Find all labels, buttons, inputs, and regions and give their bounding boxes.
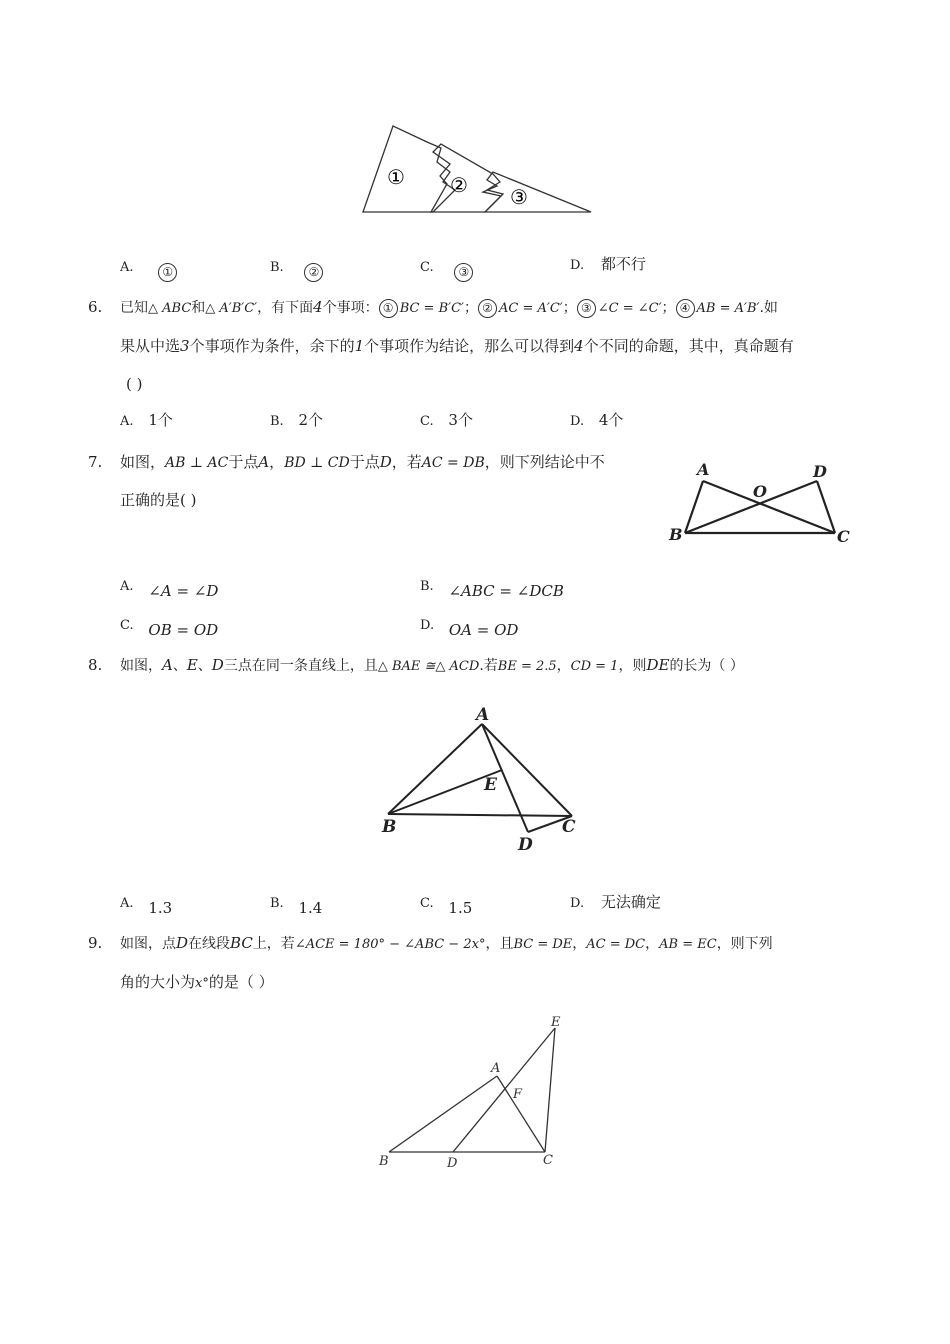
option-number: 1 bbox=[148, 411, 158, 429]
q7-option-d[interactable] bbox=[420, 614, 519, 639]
q8-be-value: BE = 2.5 bbox=[497, 659, 557, 674]
q6-number-3: 3 bbox=[180, 337, 190, 355]
option-value: 无法确定 bbox=[600, 893, 661, 911]
q8-point: D bbox=[211, 656, 224, 674]
q9-text: ， bbox=[572, 936, 587, 952]
q6-triangle-abc: △ ABC bbox=[148, 301, 192, 316]
q8-congruence: △ BAE ≅△ ACD bbox=[377, 659, 480, 674]
piece-3-label: ③ bbox=[510, 185, 528, 209]
segment-ab bbox=[389, 1076, 497, 1152]
q8-sep: 、 bbox=[197, 658, 212, 674]
point-e-label: E bbox=[484, 775, 497, 795]
q6-item-2: AC = A′C′ bbox=[499, 301, 563, 316]
q6-item-3: ∠C = ∠C′ bbox=[597, 301, 662, 316]
option-letter: A. bbox=[120, 896, 134, 911]
q6-option-c[interactable] bbox=[420, 410, 473, 432]
segment-dc bbox=[817, 481, 835, 533]
q7-condition-2: BD ⊥ CD bbox=[284, 455, 350, 471]
q7-condition-3: AC = DB bbox=[421, 455, 485, 471]
q6-number-1: 1 bbox=[354, 337, 365, 355]
q9-angle-condition: ∠ACE = 180° − ∠ABC − 2x° bbox=[294, 937, 486, 952]
q8-text: 三点在同一条直线上，且 bbox=[223, 658, 378, 674]
point-a-label: A bbox=[697, 460, 710, 479]
option-unit: 个 bbox=[157, 411, 173, 429]
option-letter: A. bbox=[120, 414, 134, 429]
q7-text: 如图， bbox=[120, 453, 166, 471]
q8-text: ，则 bbox=[618, 658, 647, 674]
option-value: OA = OD bbox=[448, 621, 519, 639]
option-unit: 个 bbox=[308, 411, 324, 429]
q8-option-c[interactable] bbox=[420, 892, 473, 917]
point-b-label: B bbox=[379, 1154, 389, 1169]
option-value: 都不行 bbox=[600, 255, 646, 273]
q5-option-c[interactable] bbox=[420, 256, 475, 278]
option-value: ③ bbox=[454, 263, 473, 282]
q9-segment-bc: BC bbox=[230, 934, 253, 952]
option-value: ① bbox=[158, 263, 177, 282]
point-f-label: F bbox=[513, 1087, 523, 1102]
point-a-label: A bbox=[476, 705, 490, 725]
q8-option-b[interactable] bbox=[270, 892, 323, 917]
q9-text: 如图，点 bbox=[120, 936, 176, 952]
option-number: 2 bbox=[298, 411, 309, 429]
q6-text: 果从中选 bbox=[120, 337, 181, 355]
q9-condition-3: AB = EC bbox=[659, 937, 717, 952]
q6-text: .如 bbox=[759, 300, 778, 316]
option-letter: C. bbox=[420, 414, 434, 429]
q6-line-1 bbox=[120, 297, 778, 319]
q6-option-d[interactable] bbox=[570, 410, 623, 432]
q9-x-degree: x° bbox=[195, 976, 209, 991]
q6-text: ，有下面 bbox=[257, 300, 314, 316]
q8-text: 如图， bbox=[120, 658, 162, 674]
segment-ab bbox=[388, 724, 482, 814]
option-letter: B. bbox=[270, 896, 284, 911]
point-d-label: D bbox=[813, 462, 827, 481]
q8-cd-value: CD = 1 bbox=[570, 659, 619, 674]
q8-point: A bbox=[162, 656, 173, 674]
option-letter: C. bbox=[420, 260, 434, 275]
q7-option-b[interactable] bbox=[420, 575, 564, 600]
q6-sep: ； bbox=[562, 300, 577, 316]
option-value: 1.4 bbox=[298, 899, 323, 917]
q6-number: 6. bbox=[88, 298, 103, 316]
q9-line-2 bbox=[120, 972, 274, 994]
q6-option-b[interactable] bbox=[270, 410, 323, 432]
q7-point: A bbox=[258, 453, 270, 471]
broken-triangle-figure bbox=[355, 120, 600, 220]
q5-option-d[interactable] bbox=[570, 254, 646, 276]
point-o-label: O bbox=[753, 482, 767, 501]
q6-sep: ； bbox=[464, 300, 478, 316]
q6-triangle-abc-prime: △ A′B′C′ bbox=[205, 301, 258, 316]
q8-number: 8. bbox=[88, 656, 103, 674]
q7-option-c[interactable] bbox=[120, 614, 219, 639]
option-letter: D. bbox=[420, 618, 435, 633]
q7-text: 于点 bbox=[349, 453, 380, 471]
q6-item-1: BC = B′C′ bbox=[399, 301, 464, 316]
q7-text: ，则下列结论中不 bbox=[484, 453, 605, 471]
point-b-label: B bbox=[382, 817, 397, 837]
piece-1-label: ① bbox=[387, 165, 405, 189]
option-unit: 个 bbox=[457, 411, 473, 429]
q7-text: 于点 bbox=[228, 453, 259, 471]
q5-option-a[interactable] bbox=[120, 256, 179, 278]
point-c-label: C bbox=[562, 817, 576, 837]
q8-point: E bbox=[186, 656, 198, 674]
point-e-label: E bbox=[551, 1015, 561, 1030]
segment-de bbox=[453, 1028, 555, 1152]
q9-condition-1: BC = DE bbox=[513, 937, 573, 952]
q7-option-a[interactable] bbox=[120, 575, 219, 600]
option-value: 1.3 bbox=[148, 899, 173, 917]
q8-figure bbox=[378, 700, 588, 860]
q7-point: D bbox=[379, 453, 392, 471]
q9-text: ， bbox=[645, 936, 660, 952]
option-letter: A. bbox=[120, 260, 134, 275]
q8-line-1 bbox=[120, 655, 744, 677]
q8-sep: 、 bbox=[172, 658, 187, 674]
q8-text: 的长为（ ） bbox=[669, 658, 744, 674]
point-c-label: C bbox=[543, 1153, 553, 1168]
q7-number: 7. bbox=[88, 453, 103, 471]
option-letter: C. bbox=[120, 618, 134, 633]
q7-figure bbox=[665, 455, 860, 550]
option-letter: D. bbox=[570, 258, 585, 273]
segment-bd bbox=[685, 481, 817, 533]
q7-text: ， bbox=[269, 453, 285, 471]
q5-option-b[interactable] bbox=[270, 256, 325, 278]
q9-text: 的是（ ） bbox=[208, 973, 274, 991]
q7-condition-1: AB ⊥ AC bbox=[165, 455, 229, 471]
q8-option-a[interactable] bbox=[120, 892, 173, 917]
q8-de: DE bbox=[646, 656, 670, 674]
q9-number: 9. bbox=[88, 934, 103, 952]
option-value: ∠A = ∠D bbox=[148, 582, 219, 600]
q9-point: D bbox=[176, 934, 189, 952]
q6-text: 个事项： bbox=[322, 300, 379, 316]
point-c-label: C bbox=[837, 527, 850, 546]
q6-item-3-marker: ③ bbox=[577, 299, 596, 318]
segment-ab bbox=[685, 481, 703, 533]
option-number: 3 bbox=[448, 411, 458, 429]
q6-option-a[interactable] bbox=[120, 410, 173, 432]
option-letter: D. bbox=[570, 414, 585, 429]
option-value: OB = OD bbox=[148, 621, 219, 639]
option-letter: B. bbox=[420, 579, 434, 594]
q6-item-2-marker: ② bbox=[478, 299, 497, 318]
q6-text: 个事项作为条件，余下的 bbox=[189, 337, 355, 355]
segment-bc bbox=[388, 814, 572, 816]
option-number: 4 bbox=[598, 411, 609, 429]
q6-answer-blank: ( ) bbox=[126, 375, 143, 393]
q8-text: ， bbox=[556, 658, 571, 674]
option-value: 1.5 bbox=[448, 899, 473, 917]
piece-1-outline bbox=[363, 126, 455, 212]
q6-item-4-marker: ④ bbox=[676, 299, 695, 318]
option-letter: B. bbox=[270, 260, 284, 275]
q6-sep: ； bbox=[661, 300, 676, 316]
option-letter: C. bbox=[420, 896, 434, 911]
q6-line-2 bbox=[120, 336, 794, 356]
q6-text: 和 bbox=[191, 300, 206, 316]
option-unit: 个 bbox=[608, 411, 624, 429]
q9-line-1 bbox=[120, 933, 773, 955]
segment-ac bbox=[703, 481, 835, 533]
q6-number-4: 4 bbox=[313, 298, 323, 316]
q6-item-4: AB = A′B′ bbox=[696, 301, 760, 316]
q9-text: ，且 bbox=[485, 936, 514, 952]
point-d-label: D bbox=[518, 835, 533, 855]
q9-text: 在线段 bbox=[188, 936, 231, 952]
piece-2-label: ② bbox=[450, 173, 468, 197]
option-letter: A. bbox=[120, 579, 134, 594]
option-letter: B. bbox=[270, 414, 284, 429]
q6-item-1-marker: ① bbox=[379, 299, 398, 318]
point-d-label: D bbox=[447, 1156, 458, 1171]
option-value: ∠ABC = ∠DCB bbox=[448, 582, 564, 600]
q7-line-2: 正确的是( ) bbox=[120, 491, 197, 509]
q9-text: 上，若 bbox=[252, 936, 295, 952]
q6-text: 个不同的命题，其中，真命题有 bbox=[583, 337, 794, 355]
q8-text: .若 bbox=[479, 658, 498, 674]
q7-line-1 bbox=[120, 452, 605, 473]
q9-text: 角的大小为 bbox=[120, 973, 196, 991]
q7-text: ，若 bbox=[391, 453, 422, 471]
point-b-label: B bbox=[669, 525, 683, 544]
q9-condition-2: AC = DC bbox=[586, 937, 646, 952]
q6-number-4: 4 bbox=[574, 337, 584, 355]
point-a-label: A bbox=[491, 1061, 501, 1076]
q9-figure bbox=[375, 1010, 595, 1175]
q8-option-d[interactable] bbox=[570, 892, 661, 914]
segment-ac bbox=[482, 724, 572, 816]
option-value: ② bbox=[304, 263, 323, 282]
q6-text: 已知 bbox=[120, 300, 148, 316]
q9-text: ，则下列 bbox=[716, 936, 773, 952]
piece-3-outline bbox=[483, 172, 591, 212]
q6-text: 个事项作为结论，那么可以得到 bbox=[364, 337, 575, 355]
option-letter: D. bbox=[570, 896, 585, 911]
segment-ec bbox=[545, 1028, 555, 1152]
